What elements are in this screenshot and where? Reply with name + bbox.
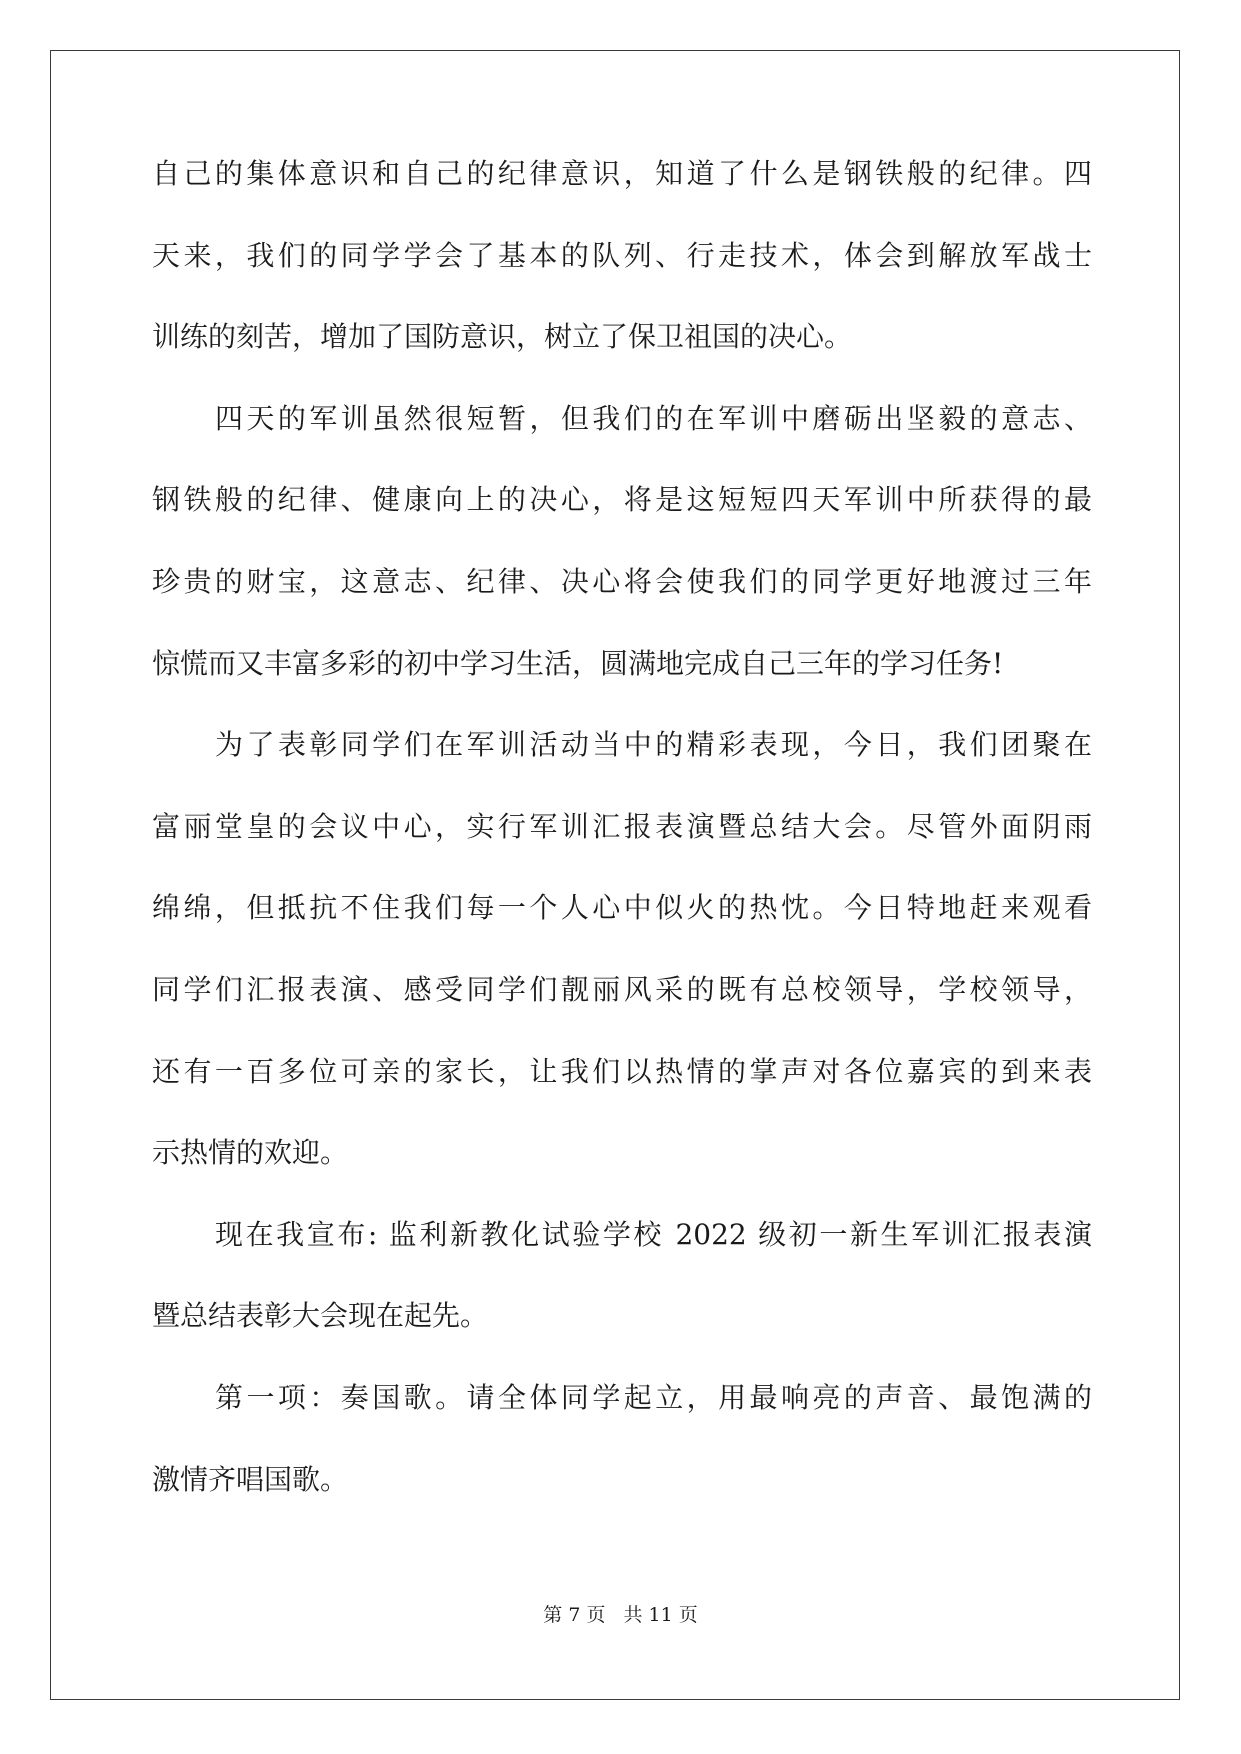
text-line: 富丽堂皇的会议中心，实行军训汇报表演暨总结大会。尽管外面阴雨 <box>152 809 1092 843</box>
text-line: 四天的军训虽然很短暂，但我们的在军训中磨砺出坚毅的意志、 <box>215 401 1092 435</box>
text-line: 示热情的欢迎。 <box>152 1136 349 1170</box>
text-line: 激情齐唱国歌。 <box>152 1462 349 1496</box>
text-line: 珍贵的财宝，这意志、纪律、决心将会使我们的同学更好地渡过三年 <box>152 564 1092 598</box>
text-line: 天来，我们的同学学会了基本的队列、行走技术，体会到解放军战士 <box>152 238 1092 272</box>
text-line: 自己的集体意识和自己的纪律意识，知道了什么是钢铁般的纪律。四 <box>152 157 1092 190</box>
document-body <box>152 154 1092 1500</box>
text-line: 暨总结表彰大会现在起先。 <box>152 1299 489 1333</box>
paragraph <box>152 399 1092 684</box>
text-line: 惊慌而又丰富多彩的初中学习生活，圆满地完成自己三年的学习任务! <box>152 646 1004 680</box>
paragraph <box>152 1378 1092 1500</box>
page-total: 共 11 页 <box>623 1604 698 1626</box>
paragraph <box>152 1215 1092 1337</box>
page-footer <box>0 1600 1241 1627</box>
text-line: 训练的刻苦，增加了国防意识，树立了保卫祖国的决心。 <box>152 320 853 354</box>
paragraph <box>152 725 1092 1173</box>
text-line: 钢铁般的纪律、健康向上的决心，将是这短短四天军训中所获得的最 <box>152 483 1092 517</box>
text-line: 现在我宣布: 监利新教化试验学校 2022 级初一新生军训汇报表演 <box>215 1217 1092 1251</box>
paragraph <box>152 154 1092 357</box>
text-line: 同学们汇报表演、感受同学们靓丽风采的既有总校领导，学校领导， <box>152 972 1092 1006</box>
text-line: 为了表彰同学们在军训活动当中的精彩表现，今日，我们团聚在 <box>215 728 1092 762</box>
page-number: 第 7 页 <box>543 1604 606 1626</box>
text-line: 绵绵，但抵抗不住我们每一个人心中似火的热忱。今日特地赶来观看 <box>152 891 1092 925</box>
text-line: 还有一百多位可亲的家长，让我们以热情的掌声对各位嘉宾的到来表 <box>152 1054 1092 1088</box>
text-line: 第一项：奏国歌。请全体同学起立，用最响亮的声音、最饱满的 <box>215 1380 1092 1414</box>
